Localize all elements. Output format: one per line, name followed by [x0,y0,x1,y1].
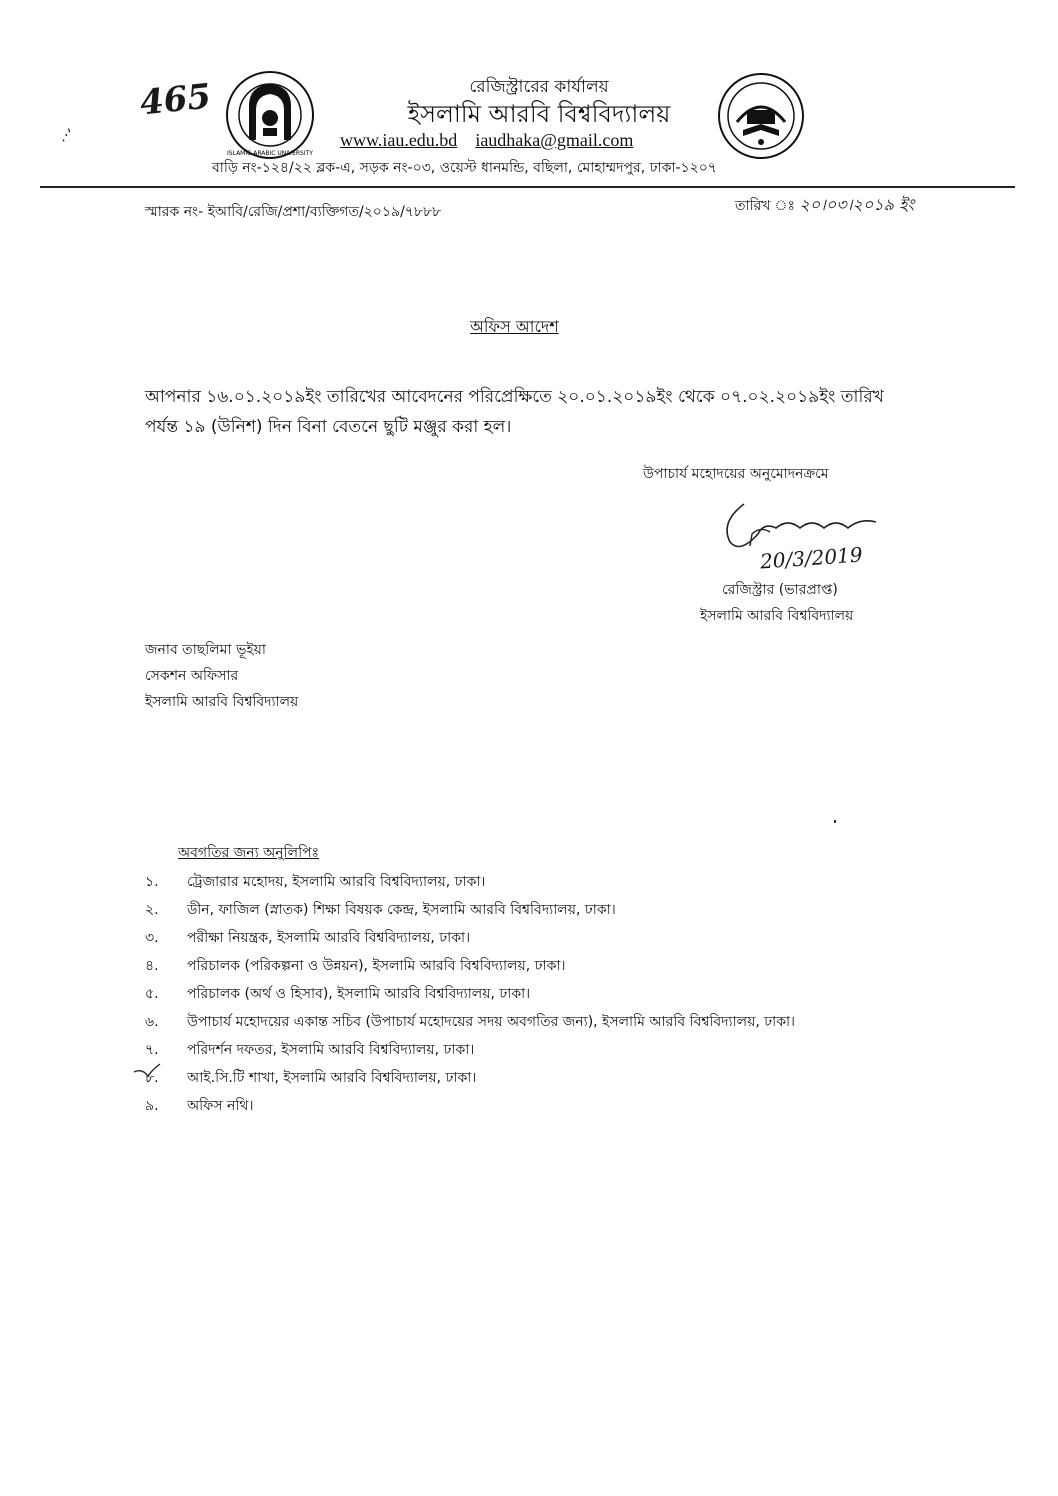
stray-dot [834,820,836,823]
office-name: রেজিস্ট্রারের কার্যালয় [469,77,609,97]
memo-date [735,192,914,219]
order-body-line-1: আপনার ১৬.০১.২০১৯ইং তারিখের আবেদনের পরিপ্রেক্ষিতে ২০.০১.২০১৯ইং থেকে ০৭.০২.২০১৯ইং তারিখ [145,387,884,407]
cc-item: ৯. অফিস নথি। [145,1098,254,1114]
handwritten-page-number: 465 [138,76,213,124]
order-body-line-2: পর্যন্ত ১৯ (উনিশ) দিন বিনা বেতনে ছুটি মঞ্জুর করা হল। [145,417,512,437]
cc-item: ৮. আই.সি.টি শাখা, ইসলামি আরবি বিশ্ববিদ্যালয়, ঢাকা। [145,1070,477,1086]
left-logo-caption: ISLAMIC ARABIC UNIVERSITY [227,150,313,157]
cc-item: ১. ট্রেজারার মহোদয়, ইসলামি আরবি বিশ্ববিদ্যালয়, ঢাকা। [145,874,486,890]
date-label: তারিখ ঃ [735,198,795,214]
recipient-designation: সেকশন অফিসার [145,668,239,684]
header-address: বাড়ি নং-১২৪/২২ ব্লক-এ, সড়ক নং-০৩, ওয়েস্ট ধানমন্ডি, বছিলা, মোহাম্মদপুর, ঢাকা-১২০৭ [212,160,717,176]
cc-item: ২. ডীন, ফাজিল (স্নাতক) শিক্ষা বিষয়ক কেন্দ্র, ইসলামি আরবি বিশ্ববিদ্যালয়, ঢাকা। [145,902,616,918]
cc-heading: অবগতির জন্য অনুলিপিঃ [178,845,320,861]
signature-date: 20/3/2019 [759,542,864,574]
header-divider [40,186,1015,188]
handwritten-tick [132,1060,162,1082]
cc-item: ৩. পরীক্ষা নিয়ন্ত্রক, ইসলামি আরবি বিশ্ববিদ্যালয়, ঢাকা। [145,930,471,946]
email-link[interactable]: iaudhaka@gmail.com [475,130,634,150]
recipient-org: ইসলামি আরবি বিশ্ববিদ্যালয় [145,694,299,710]
stray-marks: .·' [57,126,76,146]
memo-reference: স্মারক নং- ইআবি/রেজি/প্রশা/ব্যক্তিগত/২০১৯/৭৮৮৮ [145,204,442,220]
order-body [145,382,925,442]
signatory-org: ইসলামি আরবি বিশ্ববিদ্যালয় [700,608,854,624]
website-link[interactable]: www.iau.edu.bd [340,130,458,150]
cc-item: ৫. পরিচালক (অর্থ ও হিসাব), ইসলামি আরবি বিশ্ববিদ্যালয়, ঢাকা। [145,986,531,1002]
order-title: অফিস আদেশ [470,317,559,336]
cc-item: ৭. পরিদর্শন দফতর, ইসলামি আরবি বিশ্ববিদ্যালয়, ঢাকা। [145,1042,475,1058]
cc-list [145,870,1025,1122]
signatory-title: রেজিস্ট্রার (ভারপ্রাপ্ত) [722,582,838,598]
date-value: ২০।০৩।২০১৯ ইং [799,195,915,214]
recipient-name: জনাব তাছলিমা ভূইয়া [145,642,266,658]
cc-item: ৬. উপাচার্য মহোদয়ের একান্ত সচিব (উপাচার্য মহোদয়ের সদয় অবগতির জন্য), ইসলামি আরবি বিশ্ববিদ্যালয়, ঢাকা। [145,1014,796,1030]
approval-note: উপাচার্য মহোদয়ের অনুমোদনক্রমে [643,466,829,482]
cc-item: ৪. পরিচালক (পরিকল্পনা ও উন্নয়ন), ইসলামি আরবি বিশ্ববিদ্যালয়, ঢাকা। [145,958,566,974]
university-name: ইসলামি আরবি বিশ্ববিদ্যালয় [407,100,671,128]
contact-links [340,130,633,151]
